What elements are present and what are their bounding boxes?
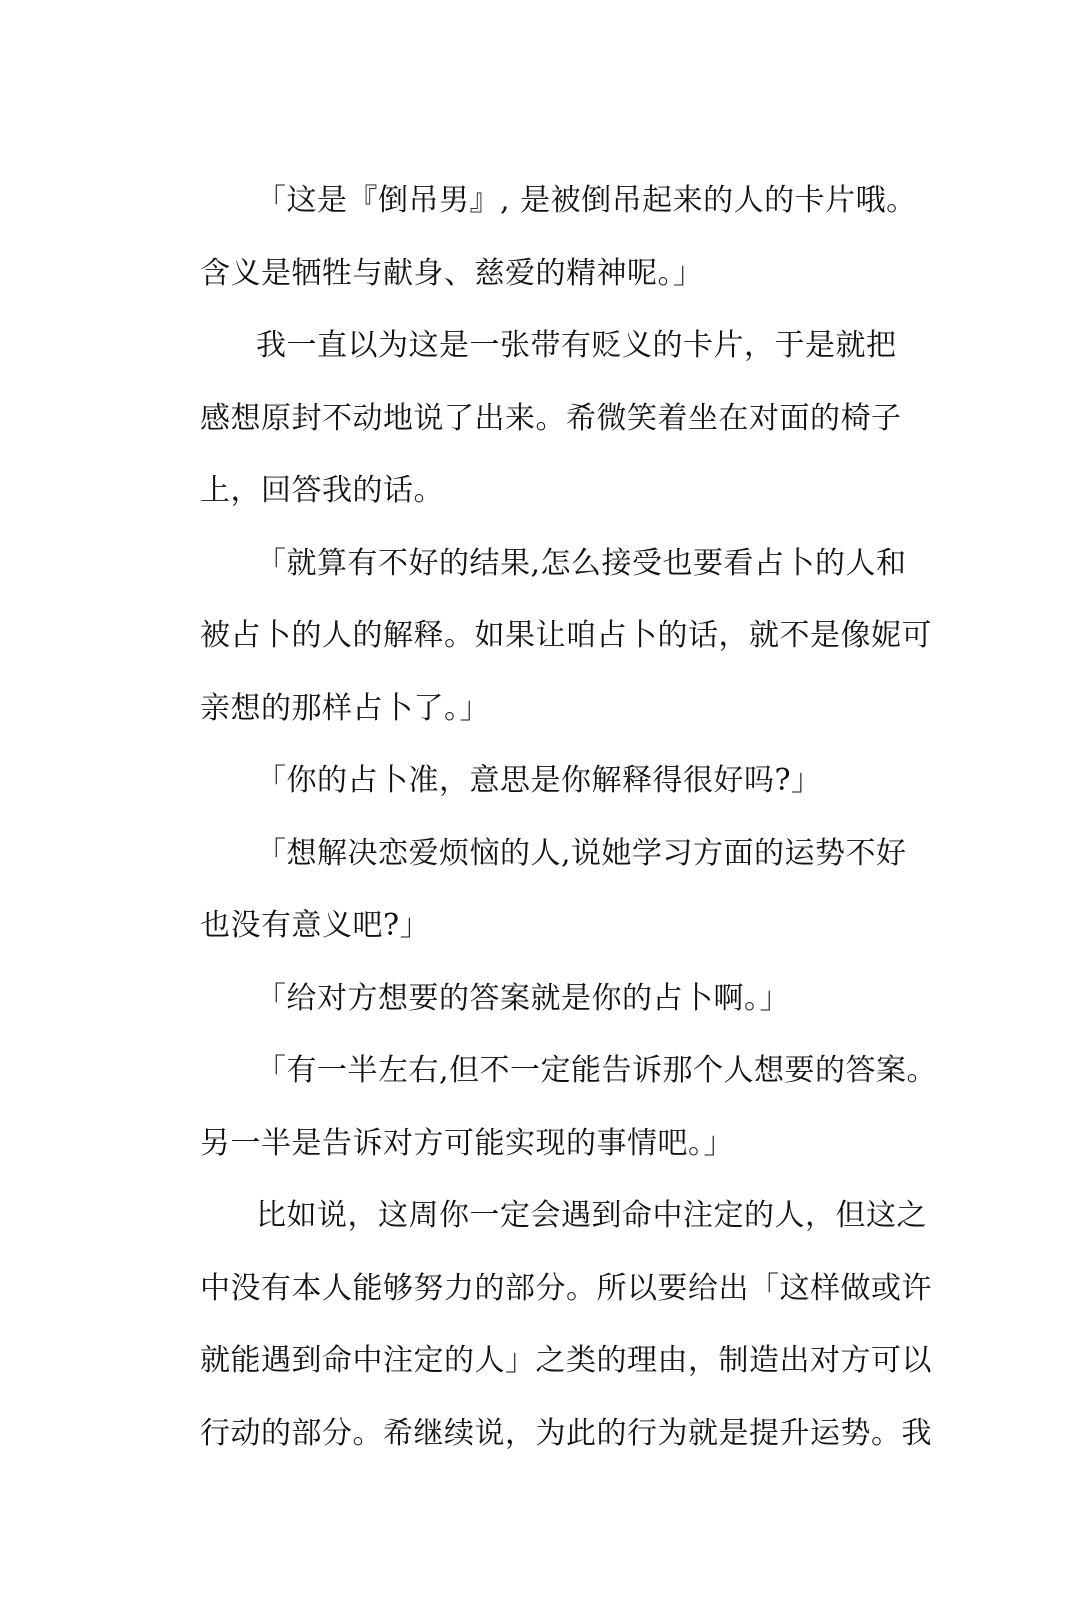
text-line: 「你的占卜准，意思是你解释得很好吗?」 <box>256 763 822 798</box>
text-line: 上，回答我的话。 <box>200 473 444 508</box>
text-line: 「有一半左右,但不一定能告诉那个人想要的答案。 <box>256 1053 938 1088</box>
text-line: 含义是牺牲与献身、慈爱的精神呢。」 <box>200 255 704 291</box>
text-line: 就能遇到命中注定的人」之类的理由，制造出对方可以 <box>200 1343 932 1378</box>
text-line: 「想解决恋爱烦恼的人,说她学习方面的运势不好 <box>256 835 907 871</box>
text-line: 中没有本人能够努力的部分。所以要给出「这样做或许 <box>200 1270 932 1306</box>
text-line: 被占卜的人的解释。如果让咱占卜的话，就不是像妮可 <box>200 618 932 653</box>
text-line: 比如说，这周你一定会遇到命中注定的人，但这之 <box>256 1198 927 1233</box>
text-line: 行动的部分。希继续说，为此的行为就是提升运势。我 <box>200 1415 932 1451</box>
text-line: 感想原封不动地说了出来。希微笑着坐在对面的椅子 <box>200 400 902 436</box>
text-line: 「这是『倒吊男』, 是被倒吊起来的人的卡片哦。 <box>256 183 917 218</box>
text-line: 另一半是告诉对方可能实现的事情吧。」 <box>200 1125 734 1161</box>
text-line: 「就算有不好的结果,怎么接受也要看占卜的人和 <box>256 545 907 581</box>
body-text <box>200 165 938 1470</box>
text-line: 我一直以为这是一张带有贬义的卡片，于是就把 <box>256 328 897 363</box>
text-line: 「给对方想要的答案就是你的占卜啊。」 <box>256 980 790 1016</box>
text-line: 也没有意义吧?」 <box>200 908 431 943</box>
text-line: 亲想的那样占卜了。」 <box>200 690 490 726</box>
